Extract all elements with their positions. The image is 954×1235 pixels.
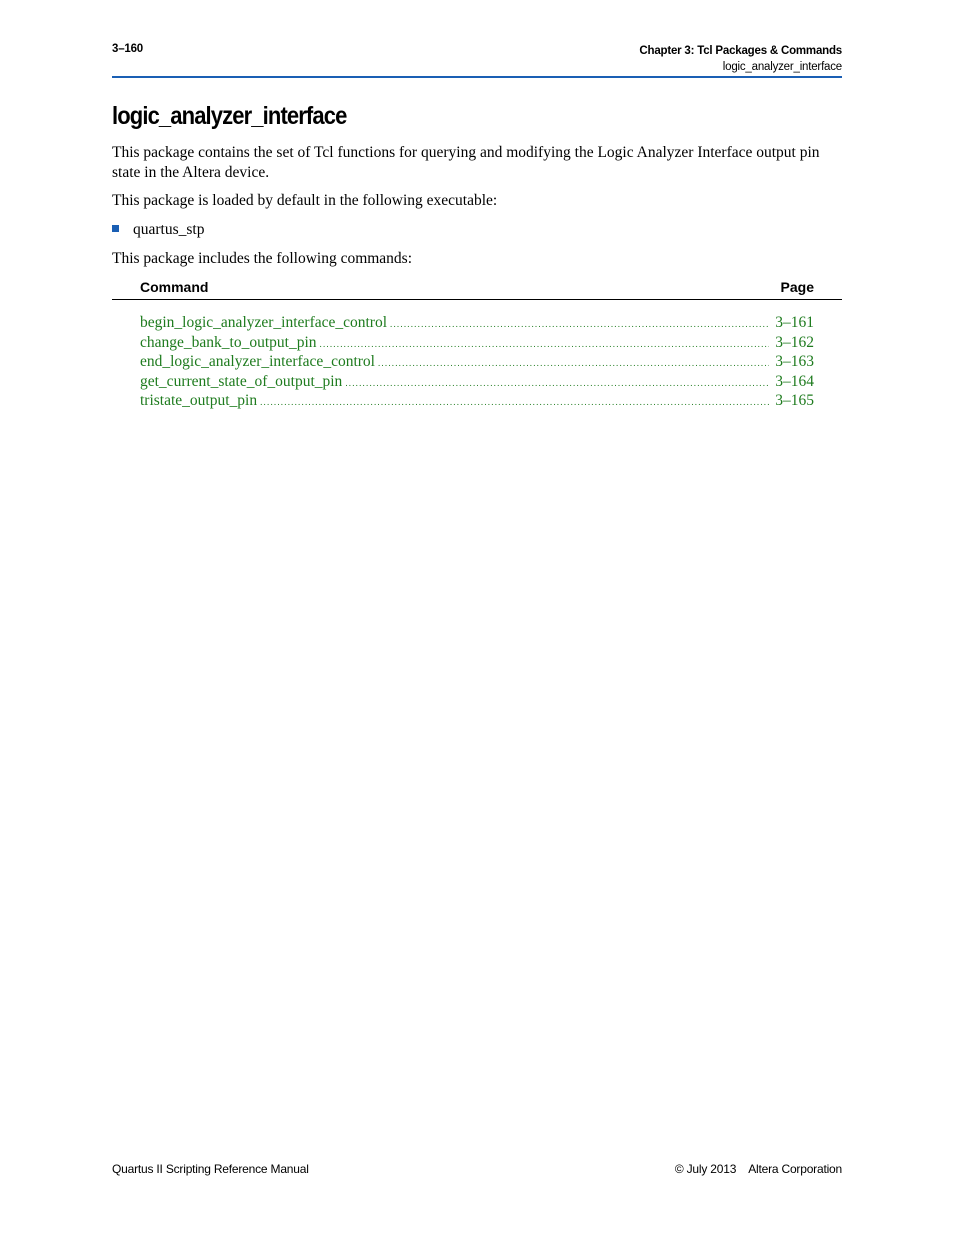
command-page[interactable]: 3–164: [775, 372, 814, 390]
executable-name: quartus_stp: [133, 221, 205, 238]
leader-dots: [320, 335, 770, 355]
command-link[interactable]: [140, 372, 814, 392]
command-name[interactable]: get_current_state_of_output_pin: [140, 372, 343, 390]
footer-company: Altera Corporation: [748, 1162, 842, 1176]
footer-date: © July 2013: [674, 1162, 737, 1176]
intro-paragraph: This package contains the set of Tcl functions for querying and modifying the Logic Analyzer Interface output pin state in the Altera device.: [112, 144, 820, 181]
command-link[interactable]: [140, 391, 814, 411]
command-page[interactable]: 3–161: [775, 314, 814, 331]
command-name[interactable]: end_logic_analyzer_interface_control: [140, 353, 375, 371]
table-header-rule: [112, 299, 842, 300]
leader-dots: [260, 393, 769, 413]
command-page[interactable]: 3–165: [775, 392, 814, 410]
header-rule: [112, 76, 842, 78]
command-link[interactable]: [140, 352, 814, 372]
page-title: logic_analyzer_interface: [112, 102, 347, 130]
command-name[interactable]: tristate_output_pin: [140, 392, 258, 410]
command-page[interactable]: 3–162: [775, 333, 814, 351]
command-link[interactable]: [140, 313, 814, 333]
chapter-title: Chapter 3: Tcl Packages & Commands: [639, 45, 842, 57]
command-list: [140, 313, 814, 411]
page-number: 3–160: [112, 43, 143, 55]
section-title: logic_analyzer_interface: [722, 61, 842, 73]
footer-manual-title: Quartus II Scripting Reference Manual: [112, 1162, 309, 1176]
leader-dots: [345, 374, 769, 394]
column-header-command: Command: [140, 279, 209, 295]
running-header: [639, 43, 842, 75]
command-name[interactable]: change_bank_to_output_pin: [140, 333, 317, 351]
loaded-paragraph: This package is loaded by default in the following executable:: [112, 192, 498, 209]
footer-right: [675, 1162, 842, 1176]
command-name[interactable]: begin_logic_analyzer_interface_control: [140, 314, 388, 331]
leader-dots: [390, 315, 769, 335]
includes-paragraph: This package includes the following commands:: [112, 250, 413, 267]
leader-dots: [378, 354, 769, 374]
square-bullet-icon: [112, 225, 119, 232]
command-page[interactable]: 3–163: [775, 353, 814, 371]
column-header-page: Page: [780, 279, 814, 295]
executable-list-item: [112, 220, 204, 240]
command-link[interactable]: [140, 333, 814, 353]
